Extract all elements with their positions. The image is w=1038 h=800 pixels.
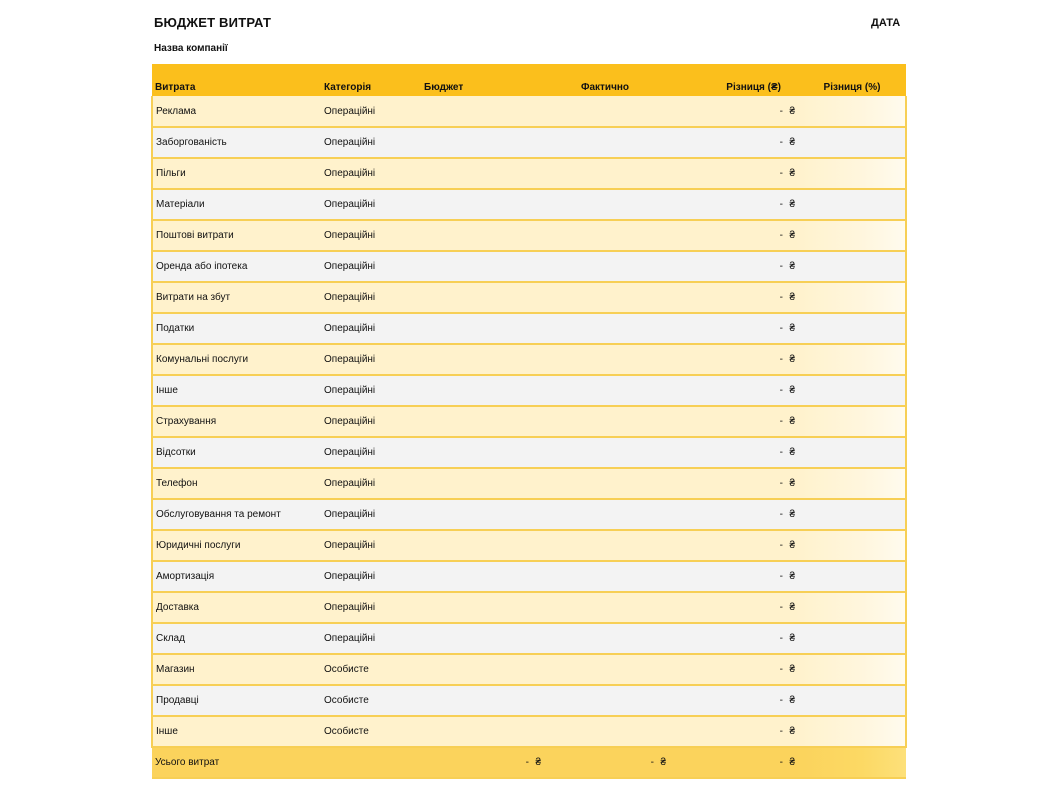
difference-percent-cell[interactable]	[795, 685, 906, 716]
table-header	[152, 64, 906, 96]
difference-percent-cell[interactable]	[795, 530, 906, 561]
category-cell[interactable]: Операційні	[321, 499, 421, 530]
difference-cell[interactable]	[666, 654, 795, 685]
difference-dash: -	[779, 168, 783, 179]
difference-percent-cell[interactable]	[795, 127, 906, 158]
difference-percent-cell[interactable]	[795, 716, 906, 747]
expense-cell[interactable]: Відсотки	[152, 437, 321, 468]
difference-dash: -	[779, 230, 783, 241]
difference-cell[interactable]	[666, 592, 795, 623]
difference-currency: ₴	[789, 105, 795, 117]
total-difference-cell[interactable]	[666, 747, 795, 778]
difference-percent-cell[interactable]	[795, 220, 906, 251]
difference-currency: ₴	[789, 354, 795, 365]
table-row	[152, 530, 906, 561]
table-row	[152, 499, 906, 530]
actual-cell[interactable]	[541, 437, 666, 468]
difference-dash: -	[779, 323, 783, 334]
category-cell[interactable]: Операційні	[321, 127, 421, 158]
difference-currency: ₴	[789, 230, 795, 241]
expense-cell[interactable]: Реклама	[152, 96, 321, 127]
total-budget-cell[interactable]	[421, 747, 541, 778]
actual-cell[interactable]	[541, 406, 666, 437]
difference-currency: ₴	[789, 509, 795, 520]
difference-percent-cell[interactable]	[795, 592, 906, 623]
actual-cell[interactable]	[541, 592, 666, 623]
budget-cell[interactable]	[421, 437, 541, 468]
difference-currency: ₴	[789, 137, 795, 148]
actual-cell[interactable]	[541, 685, 666, 716]
difference-cell[interactable]	[666, 220, 795, 251]
table-body	[152, 96, 906, 747]
category-cell[interactable]: Операційні	[321, 406, 421, 437]
table-row	[152, 561, 906, 592]
expense-cell[interactable]: Магазин	[152, 654, 321, 685]
table-row	[152, 468, 906, 499]
difference-dash: -	[779, 292, 783, 303]
column-header-budget[interactable]: Бюджет	[421, 64, 541, 96]
category-cell[interactable]: Операційні	[321, 530, 421, 561]
difference-cell[interactable]	[666, 189, 795, 220]
actual-cell[interactable]	[541, 561, 666, 592]
budget-cell[interactable]	[421, 344, 541, 375]
date-label[interactable]: ДАТА	[871, 17, 901, 29]
expense-cell[interactable]: Поштові витрати	[152, 220, 321, 251]
difference-percent-cell[interactable]	[795, 344, 906, 375]
difference-cell[interactable]	[666, 158, 795, 189]
expense-cell[interactable]: Оренда або іпотека	[152, 251, 321, 282]
table-row	[152, 685, 906, 716]
category-cell[interactable]: Операційні	[321, 251, 421, 282]
difference-percent-cell[interactable]	[795, 561, 906, 592]
actual-cell[interactable]	[541, 158, 666, 189]
expense-cell[interactable]: Заборгованість	[152, 127, 321, 158]
actual-cell[interactable]	[541, 623, 666, 654]
table-row	[152, 127, 906, 158]
difference-cell[interactable]	[666, 313, 795, 344]
difference-currency: ₴	[789, 199, 795, 210]
table-row	[152, 716, 906, 747]
difference-dash: -	[779, 261, 783, 272]
difference-currency: ₴	[789, 447, 795, 458]
category-cell[interactable]: Операційні	[321, 96, 421, 127]
difference-dash: -	[779, 695, 783, 706]
difference-currency: ₴	[789, 385, 795, 396]
difference-cell[interactable]	[666, 468, 795, 499]
difference-dash: -	[779, 602, 783, 613]
table-row	[152, 623, 906, 654]
difference-cell[interactable]	[666, 623, 795, 654]
expense-cell[interactable]: Матеріали	[152, 189, 321, 220]
budget-cell[interactable]	[421, 189, 541, 220]
table-row	[152, 654, 906, 685]
difference-currency: ₴	[789, 540, 795, 551]
total-row	[152, 747, 906, 778]
expense-cell[interactable]: Пільги	[152, 158, 321, 189]
total-budget-dash: -	[525, 757, 529, 768]
table-row	[152, 220, 906, 251]
difference-dash: -	[779, 416, 783, 427]
total-budget-currency: ₴	[535, 757, 541, 768]
difference-dash: -	[779, 509, 783, 520]
difference-currency: ₴	[789, 726, 795, 737]
difference-currency: ₴	[789, 261, 795, 272]
category-cell[interactable]: Операційні	[321, 592, 421, 623]
total-category-cell[interactable]	[321, 747, 421, 778]
expense-cell[interactable]: Страхування	[152, 406, 321, 437]
difference-currency: ₴	[789, 602, 795, 613]
category-cell[interactable]: Операційні	[321, 623, 421, 654]
actual-cell[interactable]	[541, 313, 666, 344]
category-cell[interactable]: Операційні	[321, 282, 421, 313]
total-actual-currency: ₴	[660, 757, 666, 768]
budget-cell[interactable]	[421, 96, 541, 127]
category-cell[interactable]: Операційні	[321, 468, 421, 499]
difference-currency: ₴	[789, 664, 795, 675]
actual-cell[interactable]	[541, 344, 666, 375]
difference-dash: -	[779, 447, 783, 458]
column-header-actual[interactable]: Фактично	[541, 64, 666, 96]
budget-cell[interactable]	[421, 530, 541, 561]
difference-dash: -	[779, 540, 783, 551]
budget-cell[interactable]	[421, 282, 541, 313]
table-row	[152, 592, 906, 623]
table-row	[152, 344, 906, 375]
expense-cell[interactable]: Юридичні послуги	[152, 530, 321, 561]
difference-percent-cell[interactable]	[795, 406, 906, 437]
expense-cell[interactable]: Доставка	[152, 592, 321, 623]
difference-percent-cell[interactable]	[795, 251, 906, 282]
column-header-category[interactable]: Категорія	[321, 64, 421, 96]
table-row	[152, 189, 906, 220]
difference-cell[interactable]	[666, 127, 795, 158]
difference-cell[interactable]	[666, 499, 795, 530]
actual-cell[interactable]	[541, 499, 666, 530]
difference-percent-cell[interactable]	[795, 96, 906, 127]
budget-cell[interactable]	[421, 468, 541, 499]
category-cell[interactable]: Особисте	[321, 716, 421, 747]
budget-cell[interactable]	[421, 251, 541, 282]
header-row	[152, 64, 906, 96]
table-row	[152, 282, 906, 313]
table-row	[152, 158, 906, 189]
budget-cell[interactable]	[421, 127, 541, 158]
expense-cell[interactable]: Амортизація	[152, 561, 321, 592]
difference-percent-cell[interactable]	[795, 313, 906, 344]
expense-cell[interactable]: Комунальні послуги	[152, 344, 321, 375]
difference-dash: -	[779, 478, 783, 489]
total-difference-percent-cell[interactable]	[795, 747, 906, 778]
difference-percent-cell[interactable]	[795, 375, 906, 406]
difference-cell[interactable]	[666, 375, 795, 406]
table-row	[152, 375, 906, 406]
actual-cell[interactable]	[541, 468, 666, 499]
difference-cell[interactable]	[666, 437, 795, 468]
expense-cell[interactable]: Витрати на збут	[152, 282, 321, 313]
difference-cell[interactable]	[666, 561, 795, 592]
table-footer	[152, 747, 906, 778]
table-row	[152, 96, 906, 127]
category-cell[interactable]: Операційні	[321, 158, 421, 189]
budget-cell[interactable]	[421, 685, 541, 716]
expense-cell[interactable]: Склад	[152, 623, 321, 654]
expense-cell[interactable]: Інше	[152, 375, 321, 406]
difference-currency: ₴	[789, 571, 795, 582]
category-cell[interactable]: Операційні	[321, 561, 421, 592]
difference-percent-cell[interactable]	[795, 282, 906, 313]
column-header-expense[interactable]: Витрата	[152, 64, 321, 96]
difference-dash: -	[779, 664, 783, 675]
category-cell[interactable]: Операційні	[321, 344, 421, 375]
category-cell[interactable]: Операційні	[321, 189, 421, 220]
table-row	[152, 251, 906, 282]
difference-dash: -	[779, 137, 783, 148]
budget-cell[interactable]	[421, 313, 541, 344]
actual-cell[interactable]	[541, 530, 666, 561]
category-cell[interactable]: Операційні	[321, 437, 421, 468]
actual-cell[interactable]	[541, 282, 666, 313]
actual-cell[interactable]	[541, 189, 666, 220]
actual-cell[interactable]	[541, 127, 666, 158]
total-difference-dash: -	[779, 757, 783, 768]
difference-cell[interactable]	[666, 685, 795, 716]
category-cell[interactable]: Особисте	[321, 654, 421, 685]
column-header-difference-percent[interactable]: Різниця (%)	[795, 64, 906, 96]
actual-cell[interactable]	[541, 251, 666, 282]
difference-percent-cell[interactable]	[795, 499, 906, 530]
difference-cell[interactable]	[666, 716, 795, 747]
category-cell[interactable]: Операційні	[321, 313, 421, 344]
difference-currency: ₴	[789, 478, 795, 489]
category-cell[interactable]: Особисте	[321, 685, 421, 716]
expense-cell[interactable]: Інше	[152, 716, 321, 747]
difference-cell[interactable]	[666, 251, 795, 282]
total-actual-cell[interactable]	[541, 747, 666, 778]
actual-cell[interactable]	[541, 654, 666, 685]
expense-cell[interactable]: Телефон	[152, 468, 321, 499]
budget-cell[interactable]	[421, 499, 541, 530]
difference-dash: -	[779, 199, 783, 210]
difference-percent-cell[interactable]	[795, 158, 906, 189]
actual-cell[interactable]	[541, 96, 666, 127]
difference-cell[interactable]	[666, 96, 795, 127]
table-row	[152, 313, 906, 344]
expense-budget-table	[151, 64, 907, 779]
budget-cell[interactable]	[421, 716, 541, 747]
difference-dash: -	[779, 726, 783, 737]
total-actual-dash: -	[650, 757, 654, 768]
difference-percent-cell[interactable]	[795, 623, 906, 654]
budget-cell[interactable]	[421, 158, 541, 189]
actual-cell[interactable]	[541, 716, 666, 747]
actual-cell[interactable]	[541, 220, 666, 251]
difference-percent-cell[interactable]	[795, 189, 906, 220]
difference-dash: -	[779, 385, 783, 396]
company-name[interactable]: Назва компанії	[154, 43, 228, 54]
total-difference-currency: ₴	[789, 757, 795, 768]
actual-cell[interactable]	[541, 375, 666, 406]
difference-currency: ₴	[789, 416, 795, 427]
table-row	[152, 406, 906, 437]
difference-percent-cell[interactable]	[795, 468, 906, 499]
difference-dash: -	[779, 354, 783, 365]
difference-cell[interactable]	[666, 282, 795, 313]
column-header-difference[interactable]: Різниця (₴)	[666, 64, 795, 96]
budget-cell[interactable]	[421, 654, 541, 685]
budget-cell[interactable]	[421, 406, 541, 437]
budget-cell[interactable]	[421, 375, 541, 406]
difference-cell[interactable]	[666, 406, 795, 437]
difference-dash: -	[779, 571, 783, 582]
total-label[interactable]: Усього витрат	[152, 747, 321, 778]
difference-currency: ₴	[789, 695, 795, 706]
category-cell[interactable]: Операційні	[321, 220, 421, 251]
budget-cell[interactable]	[421, 592, 541, 623]
difference-dash: -	[779, 633, 783, 644]
difference-currency: ₴	[789, 292, 795, 303]
expense-cell[interactable]: Обслуговування та ремонт	[152, 499, 321, 530]
budget-cell[interactable]	[421, 561, 541, 592]
difference-currency: ₴	[789, 323, 795, 334]
expense-cell[interactable]: Податки	[152, 313, 321, 344]
difference-dash: -	[779, 105, 783, 117]
table-row	[152, 437, 906, 468]
difference-currency: ₴	[789, 633, 795, 644]
page-title: БЮДЖЕТ ВИТРАТ	[154, 15, 272, 30]
expense-cell[interactable]: Продавці	[152, 685, 321, 716]
difference-cell[interactable]	[666, 344, 795, 375]
difference-currency: ₴	[789, 168, 795, 179]
budget-cell[interactable]	[421, 220, 541, 251]
difference-cell[interactable]	[666, 530, 795, 561]
difference-percent-cell[interactable]	[795, 437, 906, 468]
difference-percent-cell[interactable]	[795, 654, 906, 685]
category-cell[interactable]: Операційні	[321, 375, 421, 406]
budget-cell[interactable]	[421, 623, 541, 654]
